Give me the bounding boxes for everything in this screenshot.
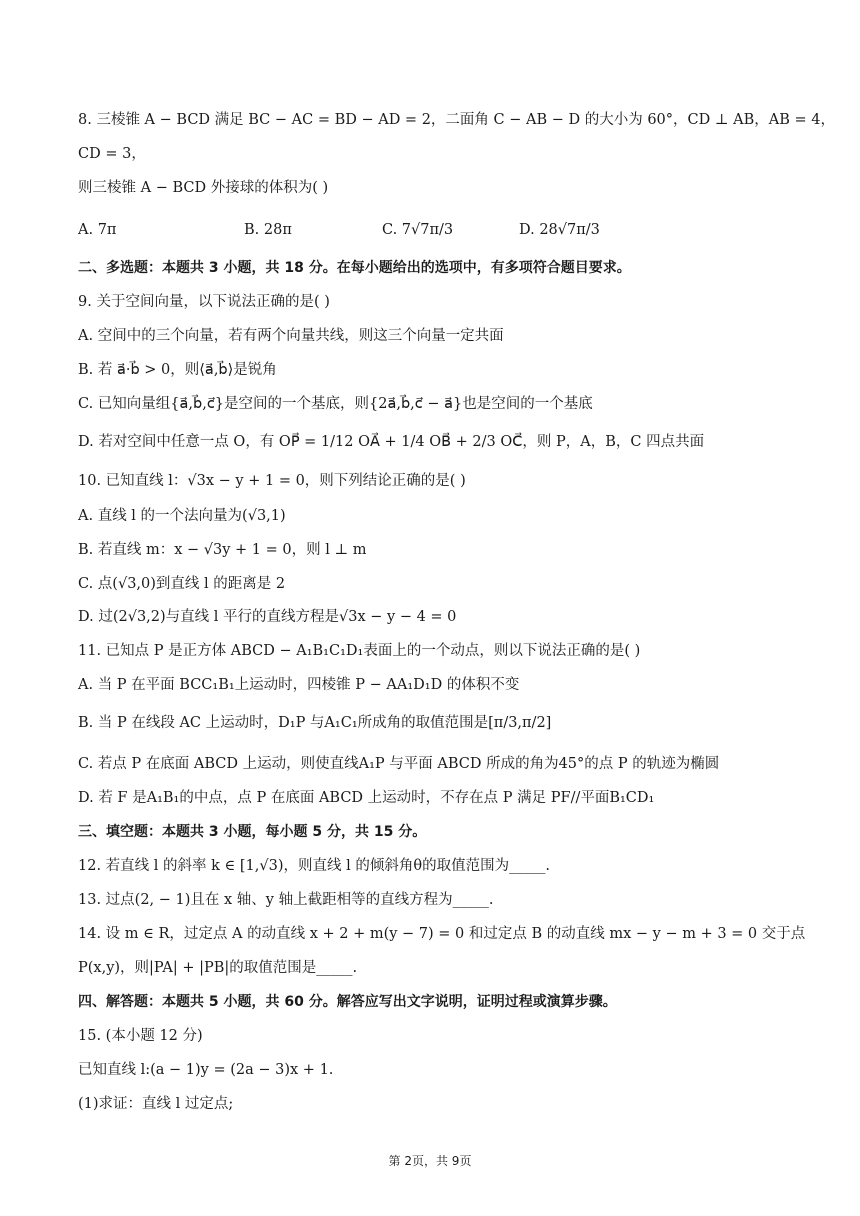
- q8-option-a: A. 7π: [78, 222, 117, 238]
- q11-stem: 11. 已知点 P 是正方体 ABCD − A₁B₁C₁D₁表面上的一个动点，则以下说法正确的是( ): [78, 643, 641, 659]
- q11-option-a: A. 当 P 在平面 BCC₁B₁上运动时，四棱锥 P − AA₁D₁D 的体积不变: [78, 677, 520, 693]
- q9-stem: 9. 关于空间向量，以下说法正确的是( ): [78, 294, 330, 310]
- q15-title: 15. (本小题 12 分): [78, 1028, 203, 1044]
- q14-line2: P(x,y)，则|PA| + |PB|的取值范围是_____.: [78, 960, 358, 976]
- q10-option-a: A. 直线 l 的一个法向量为(√3,1): [78, 508, 286, 524]
- q13: 13. 过点(2, − 1)且在 x 轴、y 轴上截距相等的直线方程为_____.: [78, 892, 494, 908]
- q10-option-b: B. 若直线 m：x − √3y + 1 = 0，则 l ⊥ m: [78, 542, 367, 558]
- q10-option-c: C. 点(√3,0)到直线 l 的距离是 2: [78, 576, 286, 592]
- q11-option-d: D. 若 F 是A₁B₁的中点，点 P 在底面 ABCD 上运动时，不存在点 P 满足 PF//平面B₁CD₁: [78, 790, 655, 806]
- q14-line1: 14. 设 m ∈ R，过定点 A 的动直线 x + 2 + m(y − 7) = 0 和过定点 B 的动直线 mx − y − m + 3 = 0 交于点: [78, 926, 806, 942]
- q8-line2: CD = 3，: [78, 146, 146, 162]
- section-heading-answer: 四、解答题：本题共 5 小题，共 60 分。解答应写出文字说明，证明过程或演算步骤。: [78, 994, 617, 1010]
- q9-option-d: D. 若对空间中任意一点 O，有 OP⃗ = 1/12 OA⃗ + 1/4 OB⃗ + 2/3 OC⃗，则 P，A，B，C 四点共面: [78, 434, 705, 450]
- q9-option-a: A. 空间中的三个向量，若有两个向量共线，则这三个向量一定共面: [78, 328, 504, 344]
- q10-option-d: D. 过(2√3,2)与直线 l 平行的直线方程是√3x − y − 4 = 0: [78, 609, 457, 625]
- q8-option-d: D. 28√7π/3: [519, 222, 600, 238]
- q11-option-b: B. 当 P 在线段 AC 上运动时，D₁P 与A₁C₁所成角的取值范围是[π/3,π/2]: [78, 715, 552, 731]
- q12: 12. 若直线 l 的斜率 k ∈ [1,√3)，则直线 l 的倾斜角θ的取值范围为_____.: [78, 858, 550, 874]
- q8-option-b: B. 28π: [244, 222, 292, 238]
- q8-option-c: C. 7√7π/3: [382, 222, 454, 238]
- q15-part1: (1)求证：直线 l 过定点;: [78, 1096, 234, 1112]
- q9-option-c: C. 已知向量组{a⃗,b⃗,c⃗}是空间的一个基底，则{2a⃗,b⃗,c⃗ − a⃗}也是空间的一个基底: [78, 396, 593, 412]
- q10-stem: 10. 已知直线 l：√3x − y + 1 = 0，则下列结论正确的是( ): [78, 473, 466, 489]
- q8-stem: 则三棱锥 A − BCD 外接球的体积为( ): [78, 180, 329, 196]
- section-heading-multiple-choice: 二、多选题：本题共 3 小题，共 18 分。在每小题给出的选项中，有多项符合题目要求。: [78, 260, 631, 276]
- q11-option-c: C. 若点 P 在底面 ABCD 上运动，则使直线A₁P 与平面 ABCD 所成的角为45°的点 P 的轨迹为椭圆: [78, 756, 720, 772]
- q9-option-b: B. 若 a⃗·b⃗ > 0，则⟨a⃗,b⃗⟩是锐角: [78, 362, 277, 378]
- q15-stem: 已知直线 l:(a − 1)y = (2a − 3)x + 1.: [78, 1062, 334, 1078]
- section-heading-fill-in: 三、填空题：本题共 3 小题，每小题 5 分，共 15 分。: [78, 824, 427, 840]
- q8-line1: 8. 三棱锥 A − BCD 满足 BC − AC = BD − AD = 2，二面角 C − AB − D 的大小为 60°，CD ⊥ AB，AB = 4，: [78, 112, 835, 128]
- page-footer: 第 2页，共 9页: [388, 1154, 472, 1168]
